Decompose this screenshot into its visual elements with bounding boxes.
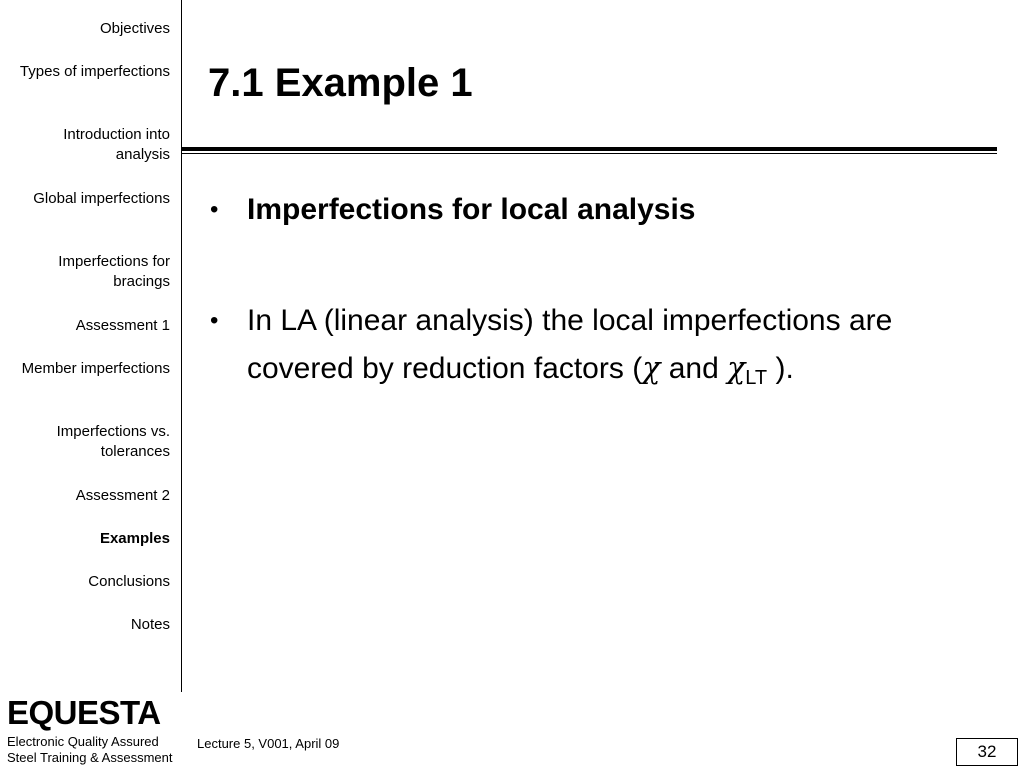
chi-lt-symbol: χ <box>727 351 746 386</box>
nav-item-examples[interactable]: Examples <box>99 530 170 547</box>
nav-item-imperfections-vs-tolerances[interactable]: Imperfections vs. tolerances <box>56 423 170 460</box>
footer-lecture-info: Lecture 5, V001, April 09 <box>197 736 340 751</box>
logo-tagline-2: Steel Training & Assessment <box>7 750 173 765</box>
chi-symbol: χ <box>642 351 661 386</box>
bullet-text-and: and <box>660 352 728 385</box>
nav-item-imperfections-for-bracings[interactable]: Imperfections for bracings <box>58 253 170 290</box>
nav-item-conclusions[interactable]: Conclusions <box>88 573 170 590</box>
lt-subscript: LT <box>745 367 768 389</box>
bullet-text-part1: In LA (linear analysis) the local imperfections are covered by reduction factors ( <box>247 304 893 385</box>
bullet-item <box>210 297 970 402</box>
nav-item-assessment-1[interactable]: Assessment 1 <box>75 317 170 334</box>
nav-item-assessment-2[interactable]: Assessment 2 <box>75 487 170 504</box>
page-number: 32 <box>956 738 1018 766</box>
nav-item-introduction-into-analysis[interactable]: Introduction into analysis <box>63 126 170 163</box>
bullet-marker: • <box>210 196 219 223</box>
sidebar-divider <box>181 0 182 692</box>
nav-item-global-imperfections[interactable]: Global imperfections <box>33 190 170 207</box>
bullet-text-end: ). <box>767 352 794 385</box>
bullet-marker: • <box>210 307 219 334</box>
bullet-item <box>210 186 970 234</box>
logo-tagline-1: Electronic Quality Assured <box>7 734 159 749</box>
nav-item-notes[interactable]: Notes <box>130 616 170 633</box>
logo-wordmark: EQUESTA <box>7 694 161 731</box>
nav-item-objectives[interactable]: Objectives <box>99 20 170 37</box>
nav-item-member-imperfections[interactable]: Member imperfections <box>21 360 170 377</box>
slide-title: 7.1 Example 1 <box>208 61 473 105</box>
title-rule-thin <box>182 153 997 154</box>
nav-item-types-of-imperfections[interactable]: Types of imperfections <box>19 63 170 80</box>
bullet-heading-text: Imperfections for local analysis <box>247 193 696 226</box>
title-rule-thick <box>182 147 997 151</box>
sidebar-nav <box>0 0 182 692</box>
bullet-body-text <box>247 297 970 402</box>
equesta-logo <box>7 696 182 768</box>
